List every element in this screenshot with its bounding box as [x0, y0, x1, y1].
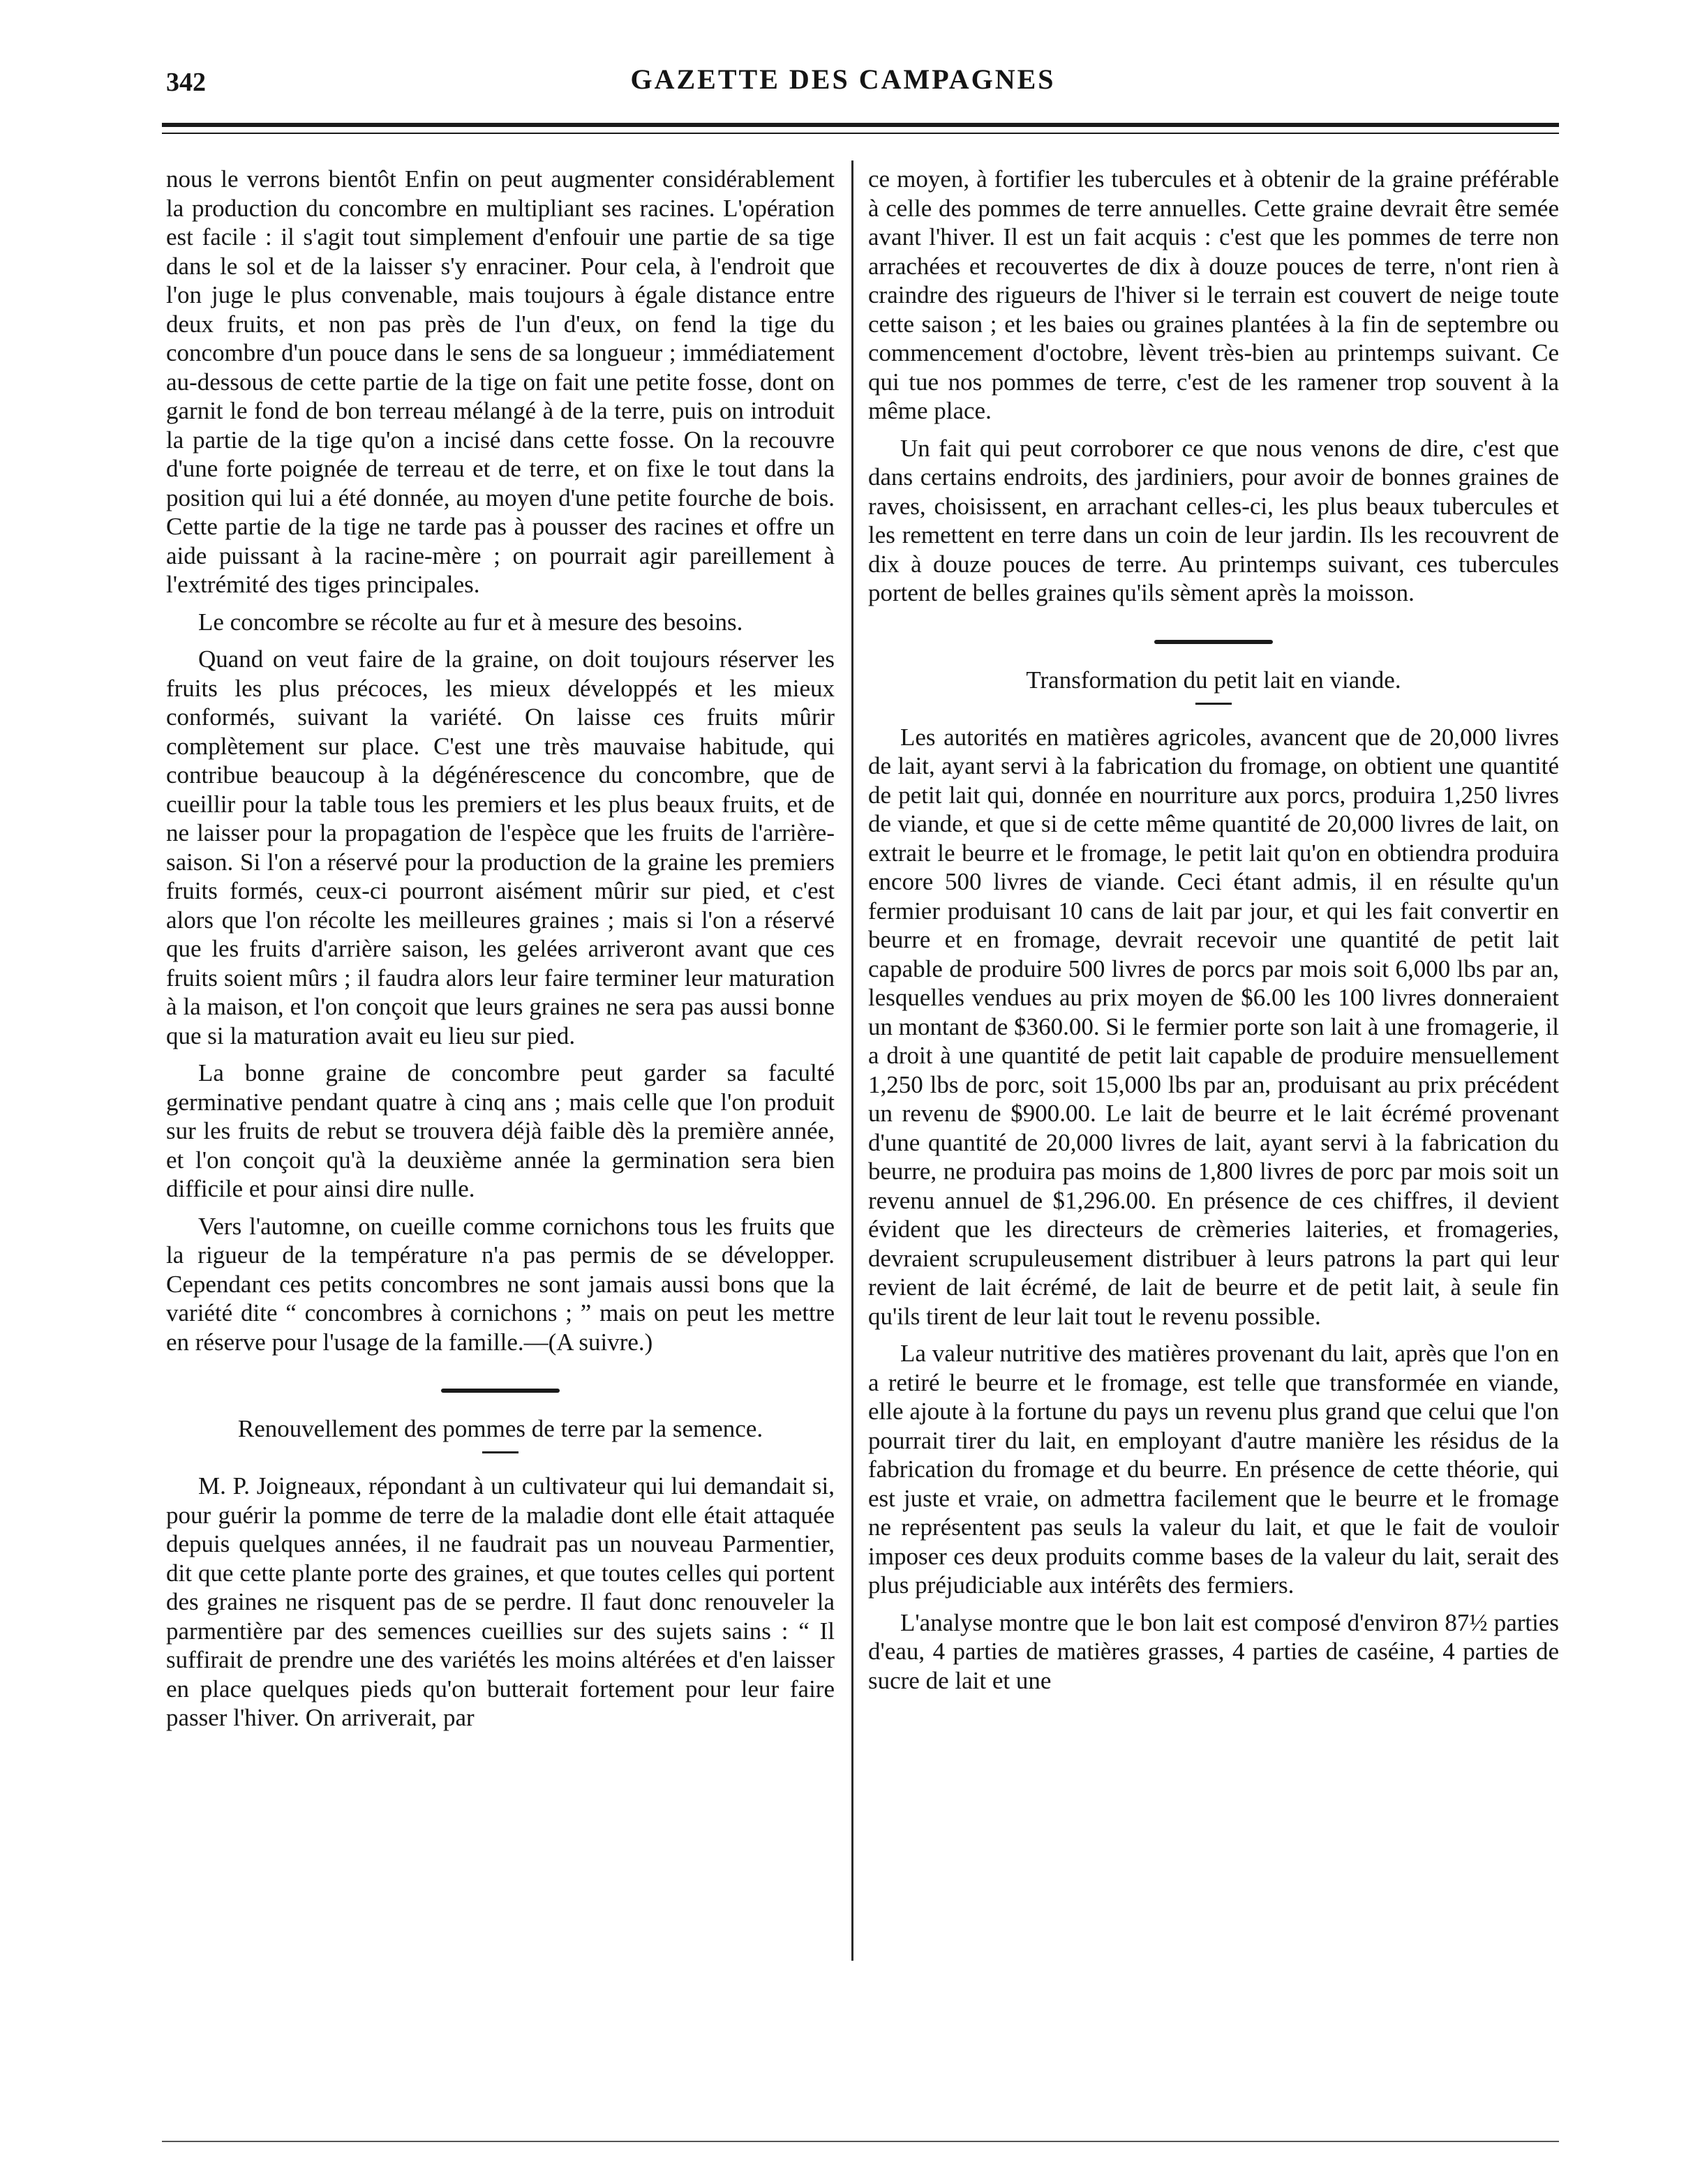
- right-paragraph-2: Un fait qui peut corroborer ce que nous venons de dire, c'est que dans certains endroits, des jardiniers, pour avoir de bonnes graines de raves, choisissent, en arrachant celles-ci, les plus beaux tubercules et les remettent en terre dans un coin de leur jardin. Ils les recouvrent de dix à douze pouces de terre. Au printemps suivant, ces tubercules portent de belles graines qu'ils sèment après la moisson.: [868, 434, 1559, 606]
- header-rule: [162, 123, 1559, 127]
- header-rule-thin: [162, 133, 1559, 134]
- left-paragraph-2: Le concombre se récolte au fur et à mesure des besoins.: [198, 608, 743, 636]
- left-paragraph-4: La bonne graine de concombre peut garder sa faculté germinative pendant quatre à cinq ans ; mais celle que l'on produit sur les fruits de rebut se trouvera déjà faible dès la première année, et l'on conçoit qu'à la deuxième année la germination sera bien difficile et pour ainsi dire nulle.: [166, 1059, 835, 1202]
- left-paragraph-6: M. P. Joigneaux, répondant à un cultivateur qui lui demandait si, pour guérir la pomme de terre de la maladie dont elle était attaquée depuis quelques années, il ne faudrait pas un nouveau Parmentier, dit que cette plante porte des graines, et que toutes celles qui portent des graines ne risquent pas de se perdre. Il faut donc renouveler la parmentière par des semences cueillies sur des sujets sains : “ Il suffirait de prendre une des variétés les moins altérées et d'en laisser en place quelques pieds qu'on butterait fortement pour leur faire passer l'hiver. On arriverait, par: [166, 1472, 835, 1731]
- left-paragraph-3: Quand on veut faire de la graine, on doit toujours réserver les fruits les plus précoces, les mieux développés et les mieux conformés, suivant la variété. On laisse ces fruits mûrir complètement sur place. C'est une très mauvaise habitude, qui contribue beaucoup à la dégénérescence du concombre, que de cueillir pour la table tous les premiers et les plus beaux fruits, et de ne laisser pour la propagation de l'espèce que les fruits de l'arrière-saison. Si l'on a réservé pour la production de la graine les premiers fruits formés, ceux-ci pourront aisément mûrir sur pied, et c'est alors que l'on récolte les meilleures graines ; mais si l'on a réservé que les fruits d'arrière saison, les gelées arriveront avant que ces fruits soient mûrs ; il faudra alors leur faire terminer leur maturation à la maison, et l'on conçoit que leurs graines ne sera pas aussi bonne que si la maturation avait eu lieu sur pied.: [166, 645, 835, 1049]
- right-column: [868, 165, 1559, 1703]
- left-column: [166, 165, 835, 1741]
- running-head: GAZETTE DES CAMPAGNES: [630, 63, 1056, 95]
- heading-dash: [1195, 703, 1232, 705]
- footer-rule: [162, 2141, 1559, 2142]
- left-paragraph-1: nous le verrons bientôt Enfin on peut augmenter considérablement la production du concombre en multipliant ses racines. L'opération est facile : il s'agit tout simplement d'enfouir une partie de sa tige dans le sol et de la laisser s'y enraciner. Pour cela, à l'endroit que l'on juge le plus convenable, mais toujours à égale distance entre deux fruits, et non pas près de l'un d'eux, on fend la tige du concombre d'un pouce dans le sens de sa longueur ; immédiatement au-dessous de cette partie de la tige on fait une petite fosse, dont on garnit le fond de bon terreau mélangé à de la terre, puis on introduit la partie de la tige qu'on a incisé dans cette fosse. On la recouvre d'une forte poignée de terreau et de terre, et on fixe le tout dans la position qui lui a été donnée, au moyen d'une petite fourche de bois. Cette partie de la tige ne tarde pas à pousser des racines et offre un aide puissant à la racine-mère ; on pourrait agir pareillement à l'extrémité des tiges principales.: [166, 165, 835, 598]
- page-number: 342: [166, 68, 206, 97]
- right-paragraph-4: La valeur nutritive des matières provenant du lait, après que l'on en a retiré le beurre et le fromage, est telle que transformée en viande, elle ajoute à la fortune du pays un revenu plus grand que celui que l'on pourrait tirer du lait, en employant d'autre manière les résidus de la fabrication du fromage et du beurre. En présence de cette théorie, qui est juste et vraie, on admettra facilement que le beurre et le fromage ne représentent pas seuls la valeur du lait, et que le fait de vouloir imposer ces deux produits comme bases de la valeur du lait, serait des plus préjudiciable aux intérêts des fermiers.: [868, 1340, 1559, 1599]
- heading-dash: [482, 1451, 519, 1453]
- left-paragraph-5: Vers l'automne, on cueille comme cornichons tous les fruits que la rigueur de la température n'a pas permis de se développer. Cependant ces petits concombres ne sont jamais aussi bons que la variété dite “ concombres à cornichons ; ” mais on peut les mettre en réserve pour l'usage de la famille.—(A suivre.): [166, 1212, 835, 1356]
- article-heading-potatoes: Renouvellement des pommes de terre par la semence.: [237, 1415, 763, 1442]
- article-heading-whey: Transformation du petit lait en viande.: [1026, 666, 1401, 694]
- right-paragraph-5: L'analyse montre que le bon lait est composé d'environ 87½ parties d'eau, 4 parties de matières grasses, 4 parties de caséine, 4 parties de sucre de lait et une: [868, 1608, 1559, 1694]
- section-separator: [441, 1389, 560, 1393]
- column-divider: [851, 160, 853, 1961]
- section-separator: [1154, 640, 1273, 644]
- right-paragraph-3: Les autorités en matières agricoles, avancent que de 20,000 livres de lait, ayant servi à la fabrication du fromage, on obtient une quantité de petit lait qui, donnée en nourriture aux porcs, produira 1,250 livres de viande, et que si de cette même quantité de 20,000 livres de lait, on extrait le beurre et le fromage, le petit lait qu'on en obtiendra produira encore 500 livres de viande. Ceci étant admis, il en résulte qu'un fermier produisant 10 cans de lait par jour, et qui les fait convertir en beurre et en fromage, devrait recevoir une quantité de petit lait capable de produire 500 livres de porcs par mois soit 6,000 lbs par an, lesquelles vendues au prix moyen de $6.00 les 100 livres donneraient un montant de $360.00. Si le fermier porte son lait à une fromagerie, il a droit à une quantité de petit lait capable de produire mensuellement 1,250 lbs de porc, soit 15,000 lbs par an, produisant au prix précédent un revenu de $900.00. Le lait de beurre et le lait écrémé provenant d'une quantité de 20,000 livres de lait, ayant servi à la fabrication du beurre, ne produira pas moins de 1,800 livres de porc par mois soit un revenu annuel de $1,296.00. En présence de ces chiffres, il devient évident que les directeurs de crèmeries laiteries, et fromageries, devraient scrupuleusement distribuer à leurs patrons la part qui leur revient de lait écrémé, de lait de beurre et de petit lait, à seule fin qu'ils tirent de leur lait tout le revenu possible.: [868, 723, 1559, 1330]
- right-paragraph-1: ce moyen, à fortifier les tubercules et à obtenir de la graine préférable à celle des pommes de terre annuelles. Cette graine devrait être semée avant l'hiver. Il est un fait acquis : c'est que les pommes de terre non arrachées et recouvertes de dix à douze pouces de terre, n'ont rien à craindre des rigueurs de l'hiver si le terrain est couvert de neige toute cette saison ; et les baies ou graines plantées à la fin de septembre ou commencement d'octobre, lèvent très-bien au printemps suivant. Ce qui tue nos pommes de terre, c'est de les ramener trop souvent à la même place.: [868, 165, 1559, 424]
